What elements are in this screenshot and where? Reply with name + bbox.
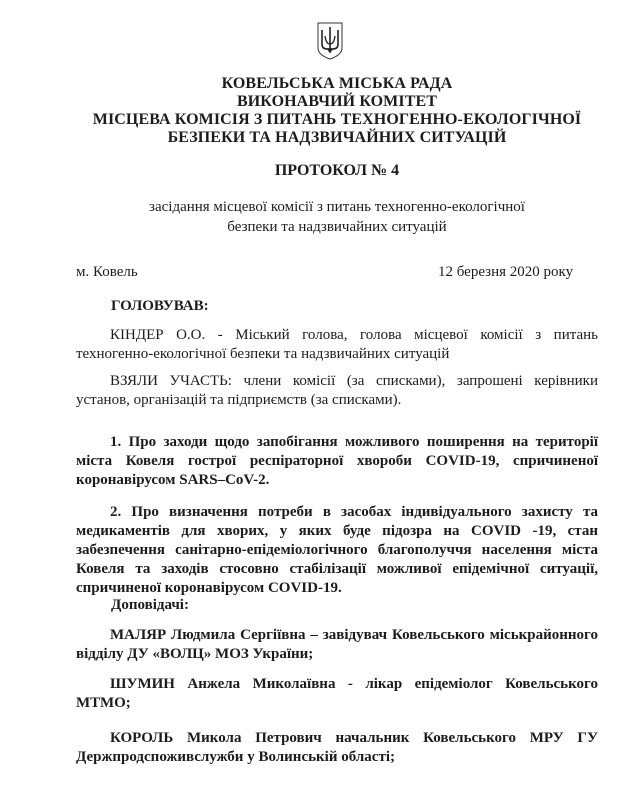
- speakers-heading: Доповідачі:: [111, 597, 189, 613]
- trident-coat-of-arms-icon: [317, 22, 343, 60]
- executive-committee: ВИКОНАВЧИЙ КОМІТЕТ: [236, 93, 438, 110]
- commission-name-line1: МІСЦЕВА КОМІСІЯ З ПИТАНЬ ТЕХНОГЕННО-ЕКОЛОГІЧНОЇ: [92, 111, 582, 128]
- speaker-item: КОРОЛЬ Микола Петрович начальник Ковельського МРУ ГУ Держпродспоживслужби у Волинській області;: [76, 730, 598, 765]
- protocol-title: ПРОТОКОЛ № 4: [274, 162, 400, 179]
- agenda-item: 2. Про визначення потреби в засобах індивідуального захисту та медикаментів для хворих, у яких буде підозра на COVID -19, стан забезпечення санітарно-епідеміологічного благополуччя населення міста Ковеля та заходів стосовно стабілізації можливої епідемічної ситуації, спричиненої коронавірусом COVID-19.: [76, 504, 598, 596]
- council-name: КОВЕЛЬСЬКА МІСЬКА РАДА: [221, 75, 453, 92]
- speaker-item: ШУМИН Анжела Миколаївна - лікар епідеміолог Ковельського МТМО;: [76, 676, 598, 711]
- speaker-item: МАЛЯР Людмила Сергіївна – завідувач Ковельського міськрайонного відділу ДУ «ВОЛЦ» МОЗ України;: [76, 627, 598, 662]
- chair-text: КІНДЕР О.О. - Міський голова, голова місцевої комісії з питань техногенно-екологічної безпеки та надзвичайних ситуацій: [76, 327, 598, 362]
- chair-heading: ГОЛОВУВАВ:: [111, 298, 209, 314]
- commission-name-line2: БЕЗПЕКИ ТА НАДЗВИЧАЙНИХ СИТУАЦІЙ: [167, 129, 507, 146]
- meeting-date: 12 березня 2020 року: [438, 264, 574, 280]
- meeting-subtitle-line2: безпеки та надзвичайних ситуацій: [227, 219, 447, 235]
- meeting-subtitle-line1: засідання місцевої комісії з питань техногенно-екологічної: [149, 199, 525, 215]
- participants-text: ВЗЯЛИ УЧАСТЬ: члени комісії (за списками), запрошені керівники установ, організацій та підприємств (за списками).: [76, 373, 598, 408]
- agenda-item: 1. Про заходи щодо запобігання можливого поширення на території міста Ковеля гострої респіраторної хвороби COVID-19, спричиненої коронавірусом SARS–CoV-2.: [76, 434, 598, 488]
- meeting-place: м. Ковель: [76, 264, 138, 280]
